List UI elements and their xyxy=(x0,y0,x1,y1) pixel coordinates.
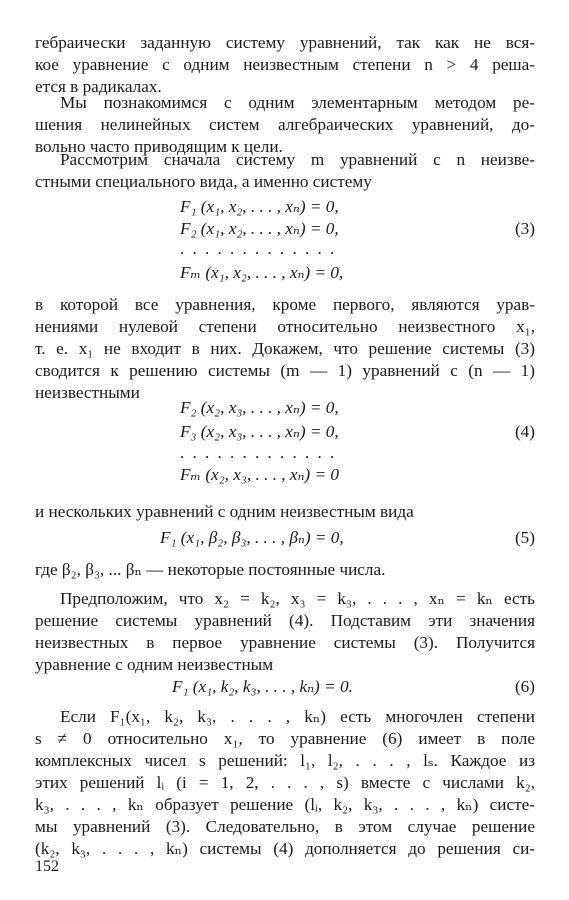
equation-number: (3) xyxy=(514,219,535,238)
text-line: ется в радикалах. xyxy=(35,77,162,96)
text-line: нениями нулевой степени относительно неизвестного x₁, xyxy=(35,317,535,336)
equation-line: F₂ (x₁, x₂, . . . , xₙ) = 0, xyxy=(180,219,339,238)
text-line: решение системы уравнений (4). Подставим эти значения xyxy=(35,611,535,630)
text-line: вольно часто приводящим к цели. xyxy=(35,137,283,156)
text-line: k₃, . . . , kₙ образует решение (lᵢ, k₂, k₃, . . . , kₙ) систе- xyxy=(35,795,535,814)
equation-line: F₁ (x₁, k₂, k₃, . . . , kₙ) = 0. xyxy=(172,677,353,696)
text-line: гебраически заданную систему уравнений, так как не вся- xyxy=(35,33,535,52)
page-number: 152 xyxy=(35,858,59,875)
equation-line: F₂ (x₂, x₃, . . . , xₙ) = 0, xyxy=(180,398,339,417)
text-line: Рассмотрим сначала систему m уравнений с n неизве- xyxy=(60,150,535,169)
equation-line: F₁ (x₁, x₂, . . . , xₙ) = 0, xyxy=(180,197,339,216)
text-line: Мы познакомимся с одним элементарным методом ре- xyxy=(60,93,535,112)
text-line: Предположим, что x₂ = k₂, x₃ = k₃, . . . , xₙ = kₙ есть xyxy=(60,589,535,608)
equation-number: (6) xyxy=(514,677,535,696)
text-line: s ≠ 0 относительно x₁, то уравнение (6) имеет в поле xyxy=(35,729,535,748)
equation-number: (4) xyxy=(514,422,535,441)
text-line: неизвестных в первое уравнение системы (3). Получится xyxy=(35,633,535,652)
equation-line: F₃ (x₂, x₃, . . . , xₙ) = 0, xyxy=(180,422,339,441)
text-line: мы уравнений (3). Следовательно, в этом случае решение xyxy=(35,817,535,836)
equation-dots: . . . . . . . . . . . . . xyxy=(180,443,337,462)
text-line: неизвестными xyxy=(35,383,140,402)
equation-line: Fₘ (x₂, x₃, . . . , xₙ) = 0 xyxy=(180,465,339,484)
equation-dots: . . . . . . . . . . . . . xyxy=(180,239,337,258)
text-line: т. е. x₁ не входит в них. Докажем, что решение системы (3) xyxy=(35,339,535,358)
text-line: уравнение с одним неизвестным xyxy=(35,655,274,674)
text-line: кое уравнение с одним неизвестным степени n > 4 реша- xyxy=(35,55,535,74)
text-line: сводится к решению системы (m — 1) уравнений с (n — 1) xyxy=(35,361,535,380)
text-line: комплексных чисел s решений: l₁, l₂, . . . , lₛ. Каждое из xyxy=(35,751,535,770)
text-line: шения нелинейных систем алгебраических уравнений, до- xyxy=(35,115,535,134)
text-line: в которой все уравнения, кроме первого, являются урав- xyxy=(35,295,535,314)
text-line: (k₂, k₃, . . . , kₙ) системы (4) дополняется до решения си- xyxy=(35,839,535,858)
equation-line: Fₘ (x₁, x₂, . . . , xₙ) = 0, xyxy=(180,263,344,282)
text-line: и нескольких уравнений с одним неизвестным вида xyxy=(35,502,414,521)
text-line: стными специального вида, а именно систему xyxy=(35,172,372,191)
text-line: Если F₁(x₁, k₂, k₃, . . . , kₙ) есть многочлен степени xyxy=(60,707,535,726)
equation-line: F₁ (x₁, β₂, β₃, . . . , βₙ) = 0, xyxy=(160,528,344,547)
equation-number: (5) xyxy=(514,528,535,547)
text-line: этих решений lᵢ (i = 1, 2, . . . , s) вместе с числами k₂, xyxy=(35,773,535,792)
text-line: где β₂, β₃, ... βₙ — некоторые постоянные числа. xyxy=(35,560,386,579)
